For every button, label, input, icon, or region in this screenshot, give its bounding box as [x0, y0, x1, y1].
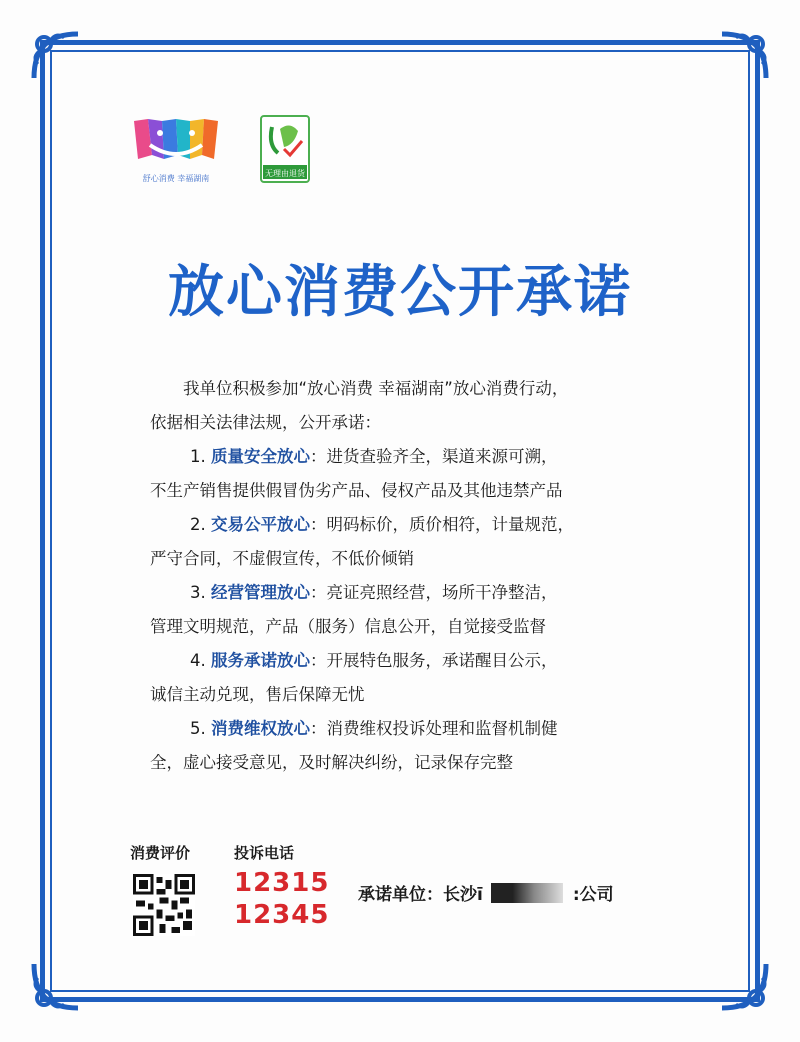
- intro-line-2: 依据相关法律法规，公开承诺：: [150, 413, 381, 432]
- commitment-item-2-cont: 严守合同，不虚假宣传，不低价倾销: [150, 549, 414, 568]
- redacted-name: [491, 883, 563, 903]
- commitment-item-5-cont: 全，虚心接受意见，及时解决纠纷，记录保存完整: [150, 753, 513, 772]
- promise-unit: [358, 880, 614, 905]
- promise-prefix: 长沙ī: [443, 885, 483, 905]
- corner-ornament-icon: [28, 28, 84, 84]
- corner-ornament-icon: [28, 958, 84, 1014]
- complaint-label: 投诉电话: [234, 844, 295, 862]
- item-number: 5.: [190, 719, 206, 738]
- item-text: 进货查验齐全，渠道来源可溯，: [326, 447, 558, 466]
- commitment-item-1-cont: 不生产销售提供假冒伪劣产品、侵权产品及其他违禁产品: [150, 481, 563, 500]
- item-number: 1.: [190, 447, 206, 466]
- svg-text:无理由退货: 无理由退货: [265, 169, 305, 178]
- no-reason-return-logo-icon: [260, 115, 310, 183]
- evaluation-label: 消费评价: [130, 844, 191, 862]
- item-separator: ：: [310, 515, 327, 534]
- commitment-item-1: [150, 440, 670, 474]
- item-keyword: 经营管理放心: [211, 583, 310, 602]
- intro-line-1: 我单位积极参加“放心消费 幸福湖南”放心消费行动，: [183, 379, 569, 398]
- item-keyword: 服务承诺放心: [211, 651, 310, 670]
- logo-slogan: 舒心消费 幸福湖南: [142, 174, 210, 183]
- promise-suffix: :公司: [572, 885, 614, 905]
- item-separator: ：: [310, 651, 327, 670]
- promise-label: 承诺单位：: [358, 885, 443, 905]
- item-text: 明码标价，质价相符，计量规范，: [326, 515, 574, 534]
- item-number: 3.: [190, 583, 206, 602]
- item-text: 开展特色服务，承诺醒目公示，: [326, 651, 558, 670]
- item-keyword: 消费维权放心: [211, 719, 310, 738]
- item-separator: ：: [310, 719, 327, 738]
- complaint-block: [234, 842, 329, 931]
- item-keyword: 质量安全放心: [211, 447, 310, 466]
- item-text: 亮证亮照经营，场所干净整洁，: [326, 583, 558, 602]
- page-title: 放心消费公开承诺: [168, 259, 632, 325]
- complaint-phone-12345[interactable]: 12345: [234, 900, 330, 930]
- commitment-body: [150, 372, 670, 780]
- item-separator: ：: [310, 583, 327, 602]
- corner-ornament-icon: [716, 28, 772, 84]
- commitment-item-4-cont: 诚信主动兑现，售后保障无忧: [150, 685, 365, 704]
- commitment-item-2: [150, 508, 670, 542]
- evaluation-block: [130, 842, 190, 863]
- complaint-phone-12315[interactable]: 12315: [234, 868, 330, 898]
- qr-code-icon[interactable]: [133, 874, 195, 936]
- item-number: 4.: [190, 651, 206, 670]
- item-separator: ：: [310, 447, 327, 466]
- happy-hunan-logo-icon: [130, 115, 222, 185]
- commitment-item-4: [150, 644, 670, 678]
- item-text: 消费维权投诉处理和监督机制健: [326, 719, 558, 738]
- item-keyword: 交易公平放心: [211, 515, 310, 534]
- commitment-item-3-cont: 管理文明规范，产品（服务）信息公开，自觉接受监督: [150, 617, 546, 636]
- corner-ornament-icon: [716, 958, 772, 1014]
- item-number: 2.: [190, 515, 206, 534]
- commitment-item-5: [150, 712, 670, 746]
- commitment-item-3: [150, 576, 670, 610]
- logo-row: [130, 115, 310, 185]
